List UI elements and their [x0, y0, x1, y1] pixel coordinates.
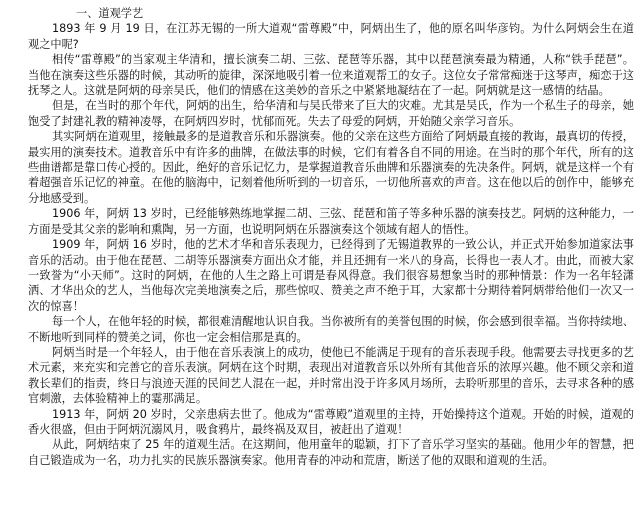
- paragraph-self-knowledge: 每一个人，在他年轻的时候，都很难清醒地认识自我。当你被所有的美誉包围的时候，你会感到很幸福。当你持续地、不断地听到同样的赞美之词，你也一定会相信那是真的。: [28, 315, 634, 344]
- paragraph-conclusion: 从此，阿炳结束了 25 年的道观生活。在这期间，他用童年的聪颖，打下了音乐学习坚实的基础。他用少年的智慧，把自己锻造成为一名，功力扎实的民族乐器演奏家。他用青春的冲动和荒唐，断送了他的双眼和道观的生活。: [28, 438, 634, 467]
- document-body: [28, 6, 634, 468]
- paragraph-age-13: 1906 年，阿炳 13 岁时，已经能够熟练地掌握二胡、三弦、琵琶和笛子等多种乐器的演奏技艺。阿炳的这种能力，一方面是受其父亲的影响和熏陶，另一方面，也说明阿炳在乐器演奏这个领域有超人的悟性。: [28, 207, 634, 236]
- paragraph-age-20: 1913 年，阿炳 20 岁时，父亲患病去世了。他成为“雷尊殿”道观里的主持，开始操持这个道观。开始的时候，道观的香火很盛，但由于阿炳沉溺风月，吸食鸦片，最终祸及双目，被赶出了道观！: [28, 407, 634, 436]
- section-heading: 一、道观学艺: [76, 7, 144, 20]
- paragraph-mother-death: 但是，在当时的那个年代，阿炳的出生，给华清和与吴氏带来了巨大的灾难。尤其是吴氏，作为一个私生子的母亲，她饱受了封建礼教的精神凌辱，在阿炳四岁时，忧郁而死。失去了母爱的阿炳，开始随父亲学习音乐。: [28, 99, 634, 128]
- paragraph-age-16: 1909 年，阿炳 16 岁时，他的艺术才华和音乐表现力，已经得到了无锡道教界的一致公认，并正式开始参加道家法事音乐的活动。由于他在琵琶、二胡等乐器演奏方面出众才能，并且还拥有一米八的身高，长得也一表人才。由此，而被大家一致誉为“小天师”。这时的阿炳，在他的人生之路上可谓是春风得意。我们很容易想象当时的那种情景：作为一名年轻潇洒、才华出众的艺人，当他每次完美地演奏之后，那些惊叹、赞美之声不绝于耳，大家都十分期待着阿炳带给他们一次又一次的惊喜！: [28, 238, 634, 313]
- paragraph-birth: 1893 年 9 月 19 日，在江苏无锡的一所大道观“雷尊殿”中，阿炳出生了，他的原名叫华彦钧。为什么阿炳会生在道观之中呢?: [28, 22, 634, 51]
- paragraph-young-man: 阿炳当时是一个年轻人，由于他在音乐表演上的成功，使他已不能满足于现有的音乐表现手段。他需要去寻找更多的艺术元素，来充实和完善它的音乐表演。阿炳在这个时期，表现出对道教音乐以外所有其他音乐的浓厚兴趣。他不顾父亲和道教长辈们的指责，终日与浪迹天涯的民间艺人混在一起，并时常出没于许多风月场所，去聆听那里的音乐，去寻求各种的感官刺激，去体验精神上的霎那满足。: [28, 345, 634, 406]
- paragraph-parents: 相传“雷尊殿”的当家观主华清和，擅长演奏二胡、三弦、琵琶等乐器，其中以琵琶演奏最为精通，人称“铁手琵琶”。当他在演奏这些乐器的时候，其动听的旋律，深深地吸引着一位来道观帮工的女子。这位女子常常痴迷于这琴声，痴恋于这抚琴之人。这就是阿炳的母亲吴氏，他们的情感在这美妙的音乐之中紧紧地凝结在了一起。阿炳就是这一感情的结晶。: [28, 53, 634, 98]
- paragraph-taoist-music: 其实阿炳在道观里，接触最多的是道教音乐和乐器演奏。他的父亲在这些方面给了阿炳最直接的教诲，最真切的传授，最实用的演奏技术。道教音乐中有许多的曲牌，在做法事的时候，它们有着各自不同的用途。在当时的那个年代，所有的这些曲谱都是靠口传心授的。因此，绝好的音乐记忆力，是掌握道教音乐曲牌和乐器演奏的先决条件。阿炳，就是这样一个有着超强音乐记忆的神童。在他的脑海中，记刻着他所听到的一切音乐，一切他所喜欢的声音。这在他以后的创作中，能够充分地感受到。: [28, 130, 634, 205]
